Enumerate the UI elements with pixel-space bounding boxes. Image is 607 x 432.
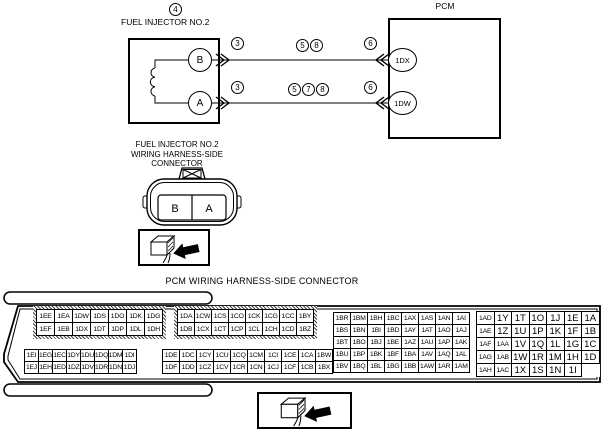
- callout-wire-bottom-start: [231, 81, 244, 94]
- pin-cell: 1AQ: [436, 349, 453, 361]
- pin-cell: 1DG: [145, 310, 163, 323]
- pin-cell: 1CR: [231, 362, 248, 374]
- pin-cell: 1CG: [263, 310, 280, 323]
- pin-cell: 1DD: [180, 362, 197, 374]
- pin-cell: 1BR: [334, 313, 351, 325]
- callout-circle: 6: [364, 37, 377, 50]
- pin-cell: 1BS: [334, 325, 351, 337]
- pin-cell: 1AU: [419, 337, 436, 349]
- pin-cell: 1Q: [530, 338, 548, 351]
- callout-wire-bottom-middle: [288, 83, 329, 96]
- pin-cell: 1BX: [316, 362, 333, 374]
- pin-cell: 1DF: [163, 362, 180, 374]
- pin-cell: 1DL: [127, 323, 145, 336]
- pin-cell: 1CQ: [231, 350, 248, 362]
- pin-cell: 1AK: [453, 337, 470, 349]
- pin-cell: 1BU: [334, 349, 351, 361]
- pin-cell: 1CD: [280, 323, 297, 336]
- pin-cell: 1DI: [123, 350, 137, 362]
- pin-cell: 1CM: [248, 350, 265, 362]
- pin-cell: 1AR: [436, 361, 453, 373]
- pin-cell: 1BT: [334, 337, 351, 349]
- callout-circle: 5: [288, 83, 301, 96]
- pin-cell: 1DO: [109, 310, 127, 323]
- pin-cell: 1CS: [212, 310, 229, 323]
- pin-cell: 1A: [582, 312, 600, 325]
- pin-cell: 1AN: [436, 313, 453, 325]
- pin-cell: 1U: [512, 325, 530, 338]
- pin-cell: 1DK: [127, 310, 145, 323]
- pin-cell: 1P: [530, 325, 548, 338]
- pin-cell: 1AC: [495, 364, 513, 377]
- pin-cell: 1CY: [197, 350, 214, 362]
- pin-cell: 1AX: [402, 313, 419, 325]
- pin-cell: 1CT: [212, 323, 229, 336]
- pin-cell: 1DM: [109, 350, 123, 362]
- callout-circle: 7: [302, 83, 315, 96]
- pin-cell: 1AD: [477, 312, 495, 325]
- pin-cell: 1C: [582, 338, 600, 351]
- pcm-label: PCM: [435, 1, 455, 11]
- callout-injector: [169, 3, 182, 16]
- arrow-icon: [172, 240, 201, 261]
- connector-top-rail: [4, 292, 212, 304]
- pin-cell: 1DW: [73, 310, 91, 323]
- harness-label-line1: FUEL INJECTOR NO.2: [135, 140, 219, 149]
- pin-cell: 1EG: [39, 350, 53, 362]
- pin-cell: 1T: [512, 312, 530, 325]
- pin-cell: 1AJ: [453, 325, 470, 337]
- pin-cell: 1BH: [368, 313, 385, 325]
- callout-wire-top-middle: [296, 39, 323, 52]
- pin-cell: 1BV: [334, 361, 351, 373]
- injector-label: FUEL INJECTOR NO.2: [121, 17, 210, 27]
- pcm-box: [388, 18, 501, 139]
- callout-circle: 6: [364, 81, 377, 94]
- callout-wire-top-start: [231, 37, 244, 50]
- pin-cell: 1BI: [368, 325, 385, 337]
- callout-wire-top-end: [364, 37, 377, 50]
- pin-cell: 1CZ: [197, 362, 214, 374]
- pin-cell: 1V: [512, 338, 530, 351]
- injector-connector-face: [142, 166, 242, 228]
- pin-cell: 1S: [530, 364, 548, 377]
- pin-cell: 1CJ: [265, 362, 282, 374]
- pin-cell: 1AZ: [402, 337, 419, 349]
- pin-cell: 1CP: [229, 323, 246, 336]
- pin-block-top-left-wrap: [33, 306, 166, 339]
- arrow-icon: [302, 403, 332, 425]
- pin-cell: 1CV: [214, 362, 231, 374]
- pin-cell: 1N: [547, 364, 565, 377]
- pin-cell: 1CH: [263, 323, 280, 336]
- pin-cell: 1AA: [495, 338, 513, 351]
- pin-cell: 1CX: [195, 323, 212, 336]
- pin-cell: 1BN: [351, 325, 368, 337]
- pin-cell: 1L: [547, 338, 565, 351]
- callout-circle: 8: [316, 83, 329, 96]
- pin-cell: 1AW: [419, 361, 436, 373]
- pin-cell: 1F: [565, 325, 583, 338]
- pin-cell: 1DH: [145, 323, 163, 336]
- callout-circle: 5: [296, 39, 309, 52]
- pin-cell: 1D: [582, 351, 600, 364]
- pin-cell: 1W: [512, 351, 530, 364]
- pin-cell: 1DX: [73, 323, 91, 336]
- pin-cell: 1J: [547, 312, 565, 325]
- pin-cell: 1DC: [180, 350, 197, 362]
- pin-cell: 1CE: [282, 350, 299, 362]
- pin-cell: 1I: [565, 364, 583, 377]
- pin-cell: 1BK: [368, 349, 385, 361]
- pin-b-label: B: [171, 203, 179, 215]
- pin-cell: 1E: [565, 312, 583, 325]
- pin-cell: 1CA: [299, 350, 316, 362]
- pin-cell: 1DY: [67, 350, 81, 362]
- pin-cell: 1DU: [81, 350, 95, 362]
- pcm-connector-title: PCM WIRING HARNESS-SIDE CONNECTOR: [165, 276, 359, 286]
- pin-cell: 1BC: [385, 313, 402, 325]
- pin-block-top-mid-wrap: [174, 306, 317, 339]
- pin-cell: 1CI: [265, 350, 282, 362]
- pin-cell: 1AM: [453, 361, 470, 373]
- pin-cell: 1DV: [81, 362, 95, 374]
- pin-cell: 1DJ: [123, 362, 137, 374]
- pin-block-right-a: [333, 312, 470, 373]
- pin-cell: 1AF: [477, 338, 495, 351]
- pin-cell: 1CB: [299, 362, 316, 374]
- pin-cell: 1DA: [178, 310, 195, 323]
- pin-cell: 1BE: [385, 337, 402, 349]
- pin-cell: 1EA: [55, 310, 73, 323]
- pin-cell: 1G: [565, 338, 583, 351]
- pin-cell: 1BJ: [368, 337, 385, 349]
- pin-cell: 1AG: [477, 351, 495, 364]
- pin-cell: 1DR: [95, 362, 109, 374]
- pin-cell: 1AS: [419, 313, 436, 325]
- harness-label-line3: CONNECTOR: [151, 159, 203, 168]
- pin-cell: 1B: [582, 325, 600, 338]
- pin-cell: 1CO: [229, 310, 246, 323]
- callout-circle: 3: [231, 37, 244, 50]
- callout-circle: 8: [310, 39, 323, 52]
- pin-cell: 1CU: [214, 350, 231, 362]
- pcm-terminal-1dx: 1DX: [388, 48, 417, 72]
- pin-cell: 1EI: [25, 350, 39, 362]
- pin-block-top-left: [36, 309, 163, 336]
- pin-cell: 1AL: [453, 349, 470, 361]
- pin-cell: 1DT: [91, 323, 109, 336]
- pin-cell: 1AY: [402, 325, 419, 337]
- pin-cell: 1EB: [55, 323, 73, 336]
- callout-circle: 3: [231, 81, 244, 94]
- pin-a-label: A: [205, 203, 213, 215]
- pin-cell: 1EE: [37, 310, 55, 323]
- pin-cell: 1BL: [368, 361, 385, 373]
- connector-bottom-rail: [4, 384, 212, 396]
- pin-cell: 1DB: [178, 323, 195, 336]
- pin-cell: 1CW: [195, 310, 212, 323]
- pin-cell: 1H: [565, 351, 583, 364]
- harness-connector-label: [112, 140, 242, 169]
- pin-block-top-mid: [177, 309, 314, 336]
- pin-cell: 1BD: [385, 325, 402, 337]
- pin-cell: 1AP: [436, 337, 453, 349]
- pin-cell: 1AE: [477, 325, 495, 338]
- pin-cell: 1EF: [37, 323, 55, 336]
- pin-cell: 1BO: [351, 337, 368, 349]
- pin-block-bottom-left: [24, 349, 137, 374]
- pin-cell: 1DQ: [95, 350, 109, 362]
- callout-circle: 4: [169, 3, 182, 16]
- pin-cell: 1R: [530, 351, 548, 364]
- pin-cell: 1CL: [246, 323, 263, 336]
- pin-cell: 1BB: [402, 361, 419, 373]
- pcm-view-direction-box: [257, 392, 352, 429]
- pin-cell: 1AO: [436, 325, 453, 337]
- pin-cell: 1CN: [248, 362, 265, 374]
- pin-cell: 1AT: [419, 325, 436, 337]
- pin-cell: 1Z: [495, 325, 513, 338]
- pin-cell: 1Y: [495, 312, 513, 325]
- pin-cell: 1BQ: [351, 361, 368, 373]
- pin-cell: 1BP: [351, 349, 368, 361]
- pin-cell: 1CF: [282, 362, 299, 374]
- injector-view-direction-box: [138, 229, 210, 266]
- pin-cell: 1EH: [39, 362, 53, 374]
- pin-cell: 1BF: [385, 349, 402, 361]
- pin-cell: 1X: [512, 364, 530, 377]
- pin-cell: 1CC: [280, 310, 297, 323]
- callout-wire-bottom-end: [364, 81, 377, 94]
- connector-with-arrow-icon: [143, 232, 205, 264]
- pin-cell: 1DP: [109, 323, 127, 336]
- pin-cell: 1BA: [402, 349, 419, 361]
- injector-terminal-a: A: [188, 91, 212, 115]
- pin-cell: 1BY: [297, 310, 314, 323]
- pin-cell: 1DS: [91, 310, 109, 323]
- harness-label-line2: WIRING HARNESS-SIDE: [130, 149, 223, 159]
- pcm-terminal-1dw: 1DW: [388, 91, 417, 115]
- pin-cell: 1EJ: [25, 362, 39, 374]
- pin-cell: 1AH: [477, 364, 495, 377]
- pin-cell: 1DN: [109, 362, 123, 374]
- pin-cell: 1DZ: [67, 362, 81, 374]
- pin-cell: 1BG: [385, 361, 402, 373]
- pin-block-right-b: [476, 311, 600, 377]
- pin-cell: 1ED: [53, 362, 67, 374]
- pin-cell: 1O: [530, 312, 548, 325]
- pin-cell: 1CK: [246, 310, 263, 323]
- pin-cell: 1EC: [53, 350, 67, 362]
- pin-cell: 1AI: [453, 313, 470, 325]
- pin-cell: 1K: [547, 325, 565, 338]
- pin-cell: 1BZ: [297, 323, 314, 336]
- pin-cell: 1AV: [419, 349, 436, 361]
- pin-block-bottom-mid: [162, 349, 333, 374]
- injector-terminal-b: B: [188, 48, 212, 72]
- connector-with-arrow-icon: [271, 394, 339, 427]
- pin-cell: 1BW: [316, 350, 333, 362]
- pin-cell: 1BM: [351, 313, 368, 325]
- pin-cell: 1AB: [495, 351, 513, 364]
- pin-cell: 1M: [547, 351, 565, 364]
- pin-cell: 1DE: [163, 350, 180, 362]
